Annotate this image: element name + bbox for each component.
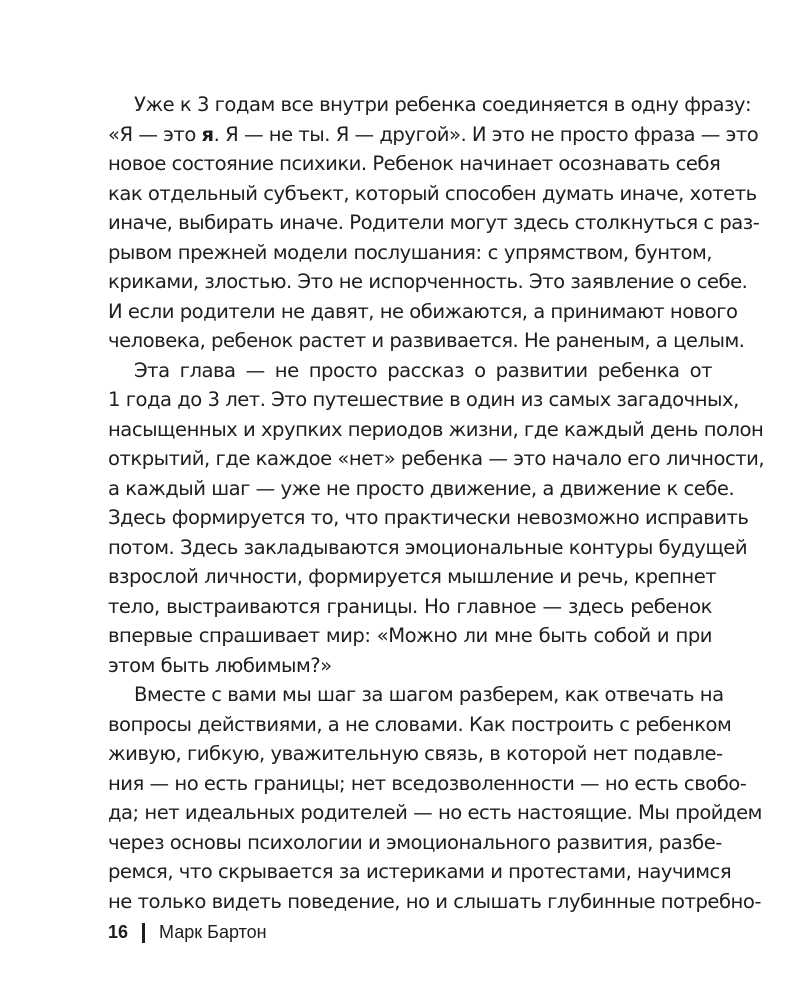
text-line: криками, злостью. Это не испорченность. Это заявление о себе. — [108, 270, 748, 293]
text-line: ния — но есть границы; нет вседозволенности — но есть свобо- — [108, 771, 747, 795]
text-segment: «Я — это — [108, 122, 202, 146]
text-line: И если родители не давят, не обижаются, а принимают нового — [108, 299, 738, 323]
text-line: взрослой личности, формируется мышление и речь, крепнет — [108, 565, 717, 588]
paragraph — [108, 90, 760, 356]
running-author: Марк Бартон — [159, 922, 267, 942]
text-line: Здесь формируется то, что практически невозможно исправить — [108, 506, 749, 529]
text-line: ремся, что скрывается за истериками и протестами, научимся — [108, 860, 732, 883]
text-segment: . Я — не ты. Я — другой». И это не просто фраза — это — [213, 122, 759, 146]
body-text — [108, 90, 765, 916]
text-line: Вместе с вами мы шаг за шагом разберем, как отвечать на — [134, 683, 724, 706]
text-line: насыщенных и хрупких периодов жизни, где каждый день полон — [108, 417, 764, 441]
text-line: новое состояние психики. Ребенок начинает осознавать себя — [108, 152, 721, 175]
text-line: иначе, выбирать иначе. Родители могут здесь столкнуться с раз- — [108, 211, 760, 234]
text-line: через основы психологии и эмоционального развития, разбе- — [108, 830, 722, 854]
text-line: Эта глава — не просто рассказ о развитии ребенка от — [134, 358, 712, 382]
paragraph — [108, 680, 762, 916]
text-line: тело, выстраиваются границы. Но главное — здесь ребенок — [108, 594, 712, 618]
text-line: впервые спрашивает мир: «Можно ли мне быть собой и при — [108, 624, 712, 647]
text-line: потом. Здесь закладываются эмоциональные контуры будущей — [108, 535, 748, 559]
text-line: рывом прежней модели послушания: с упрямством, бунтом, — [108, 240, 712, 264]
text-line: не только видеть поведение, но и слышать глубинные потребно- — [108, 889, 761, 913]
paragraph — [108, 356, 765, 681]
text-line: живую, гибкую, уважительную связь, в которой нет подавле- — [108, 742, 723, 765]
text-line: открытий, где каждое «нет» ребенка — это начало его личности, — [108, 447, 765, 470]
page-footer — [108, 922, 267, 943]
text-line: человека, ребенок растет и развивается. Не раненым, а целым. — [108, 329, 745, 352]
emphasis-text: я — [201, 122, 214, 146]
text-line: как отдельный субъект, который способен думать иначе, хотеть — [108, 181, 757, 205]
text-line: да; нет идеальных родителей — но есть настоящие. Мы пройдем — [108, 801, 762, 824]
text-line: этом быть любимым?» — [108, 653, 332, 677]
text-line — [108, 120, 759, 150]
page-number: 16 — [108, 922, 129, 942]
text-line: а каждый шаг — уже не просто движение, а движение к себе. — [108, 476, 735, 500]
footer-separator — [142, 923, 145, 943]
text-line: вопросы действиями, а не словами. Как построить с ребенком — [108, 712, 732, 736]
text-line: 1 года до 3 лет. Это путешествие в один из самых загадочных, — [108, 388, 739, 411]
text-line: Уже к 3 годам все внутри ребенка соединяется в одну фразу: — [134, 93, 752, 116]
